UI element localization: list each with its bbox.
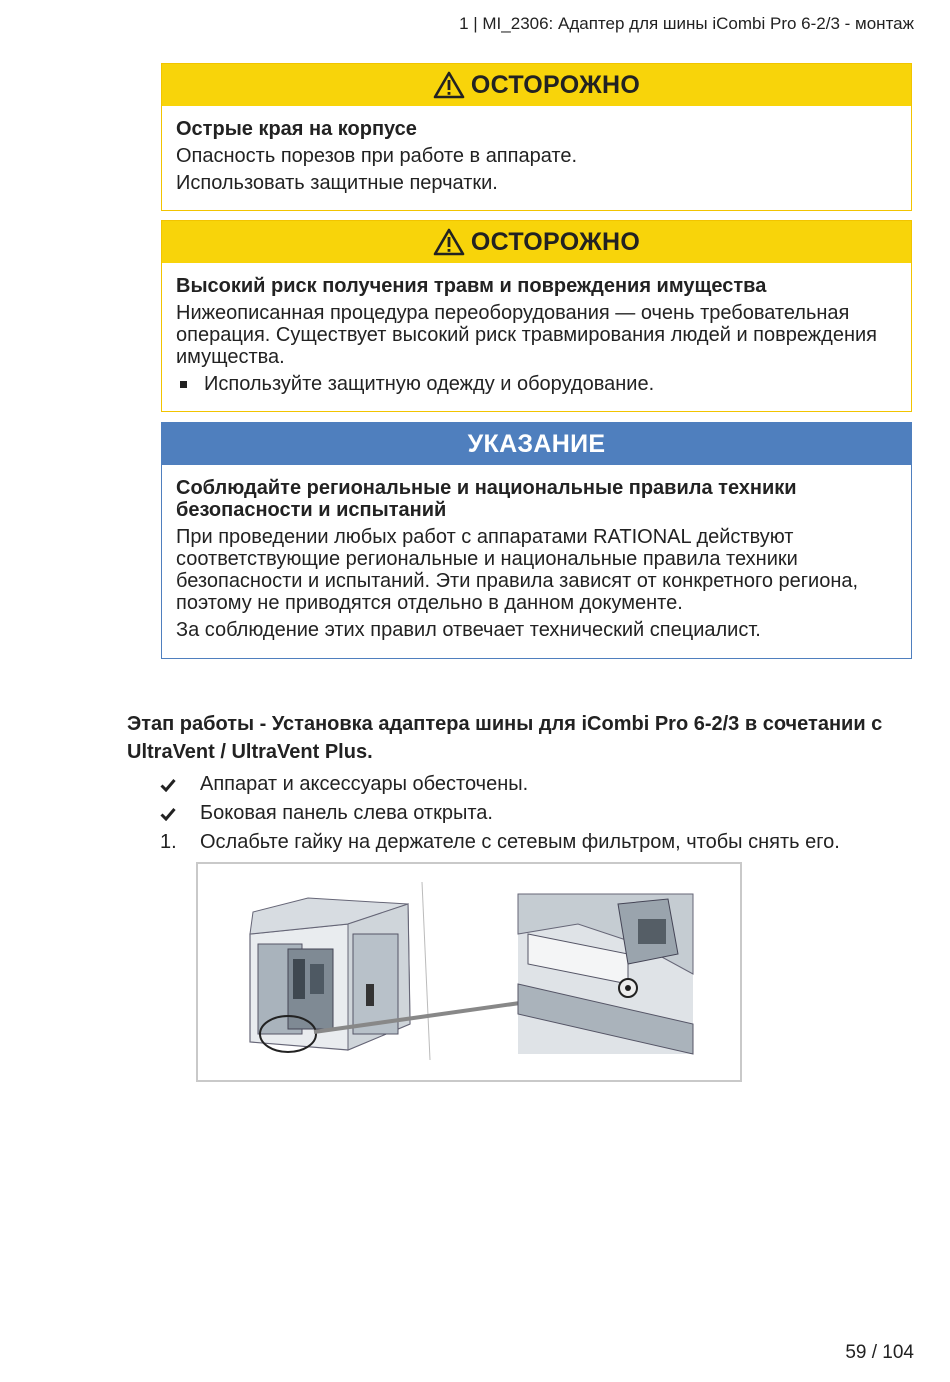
page-number: 59 / 104 [845, 1342, 914, 1363]
caution-line: Использовать защитные перчатки. [176, 172, 498, 194]
caution-box-sharp-edges [161, 63, 912, 211]
document-header: 1 | MI_2306: Адаптер для шины iCombi Pro 6-2/3 - монтаж [459, 14, 914, 33]
precondition-item [160, 799, 840, 828]
caution-line: Опасность порезов при работе в аппарате. [176, 145, 578, 167]
note-header [162, 423, 911, 465]
caution-heading: Высокий риск получения травм и повреждения имущества [176, 275, 767, 297]
step-item [160, 828, 840, 857]
note-text: При проведении любых работ с аппаратами RATIONAL действуют соответствующие региональные и национальные правила техники безопасности и испытаний. Эти правила зависят от конкретного региона, поэтому не приводятся отдельно в данном документе. [176, 526, 859, 614]
step-list [160, 770, 840, 857]
step-number: 1. [160, 831, 177, 853]
warning-triangle-icon [433, 71, 465, 99]
caution-title: ОСТОРОЖНО [470, 227, 641, 256]
precondition-text: Боковая панель слева открыта. [200, 802, 493, 824]
installation-illustration [196, 862, 742, 1082]
caution-text: Нижеописанная процедура переоборудования — очень требовательная операция. Существует высокий риск травмирования людей и повреждения имущества. [176, 302, 877, 368]
caution-box-high-risk [161, 220, 912, 412]
caution-bullet-item: Используйте защитную одежду и оборудование. [176, 373, 897, 395]
appliance-and-detail-drawing [198, 864, 740, 1080]
caution-bullet-list [176, 373, 897, 395]
caution-header [162, 64, 911, 106]
step-text: Ослабьте гайку на держателе с сетевым фильтром, чтобы снять его. [200, 831, 840, 853]
note-heading: Соблюдайте региональные и национальные правила техники безопасности и испытаний [176, 477, 797, 521]
caution-header [162, 221, 911, 263]
precondition-text: Аппарат и аксессуары обесточены. [200, 773, 529, 795]
caution-heading: Острые края на корпусе [176, 118, 417, 140]
note-title: УКАЗАНИЕ [467, 429, 606, 458]
checkmark-icon [160, 778, 200, 792]
warning-triangle-icon [433, 228, 465, 256]
note-box [161, 422, 912, 659]
step-title: Этап работы - Установка адаптера шины для iCombi Pro 6-2/3 в сочетании с UltraVent / UltraVent Plus. [127, 713, 883, 763]
precondition-item [160, 770, 840, 799]
caution-title: ОСТОРОЖНО [470, 70, 641, 99]
note-text-responsibility: За соблюдение этих правил отвечает технический специалист. [176, 619, 761, 641]
checkmark-icon [160, 807, 200, 821]
